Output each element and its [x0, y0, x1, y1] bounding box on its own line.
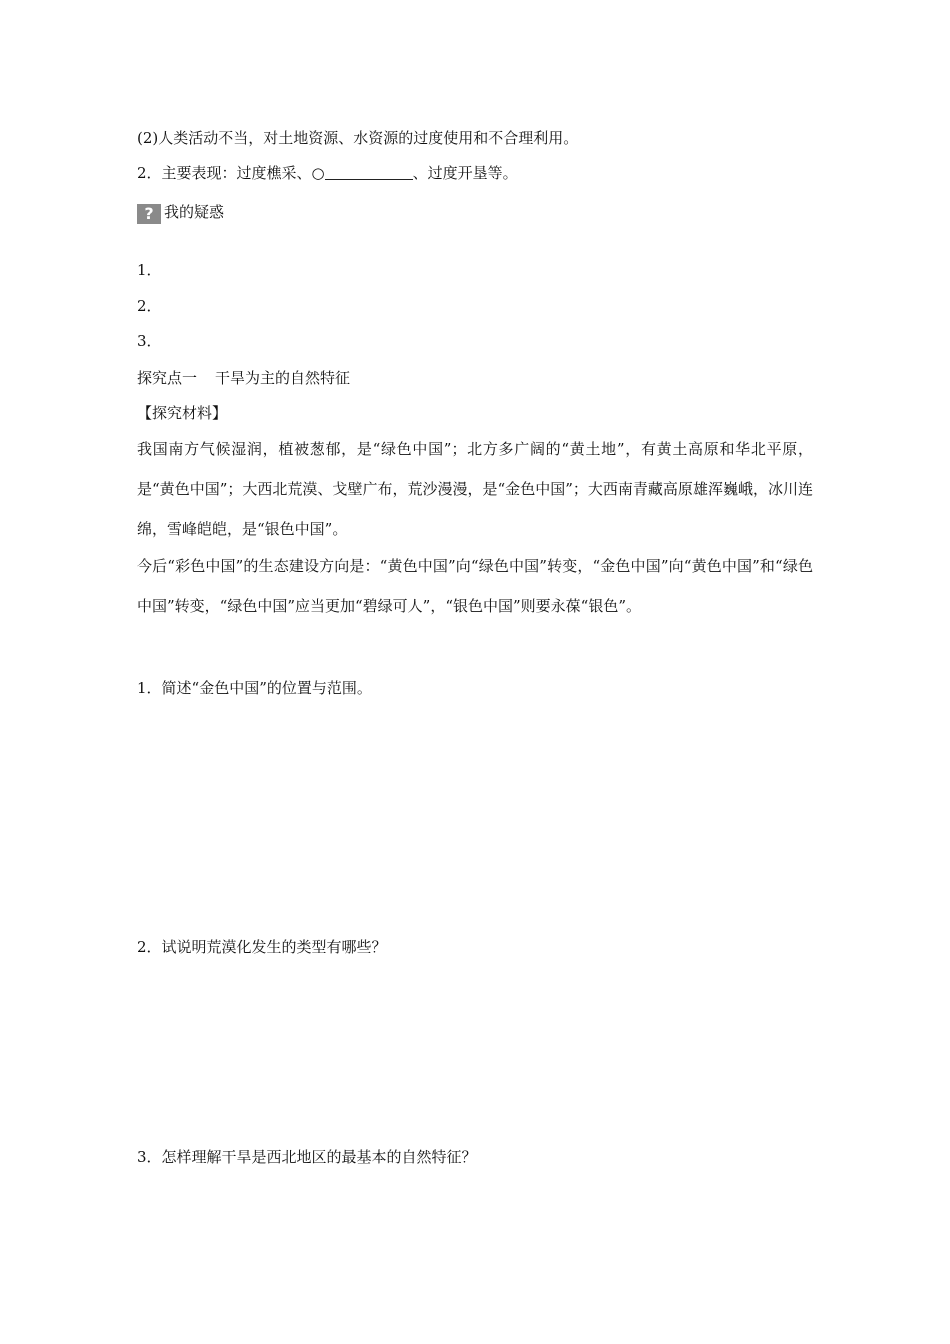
doubt-item-3: 3．	[137, 332, 162, 350]
question-3: 3．怎样理解干旱是西北地区的最基本的自然特征？	[137, 1148, 477, 1166]
material-header: 【探究材料】	[137, 404, 228, 422]
main-manifestations-line	[137, 163, 518, 183]
question-2: 2．试说明荒漠化发生的类型有哪些？	[137, 938, 387, 956]
material-paragraph-2: 今后“彩色中国”的生态建设方向是：“黄色中国”向“绿色中国”转变，“金色中国”向“黄色中国”和“绿色中国”转变，“绿色中国”应当更加“碧绿可人”，“银色中国”则要永葆“银色”。	[137, 557, 813, 615]
fill-blank[interactable]	[325, 165, 413, 180]
doubt-item-2: 2．	[137, 297, 162, 315]
doubt-item-1: 1．	[137, 261, 162, 279]
section-heading	[137, 368, 350, 388]
question-icon: ?	[137, 204, 161, 224]
material-paragraph-1: 我国南方气候湿润，植被葱郁，是“绿色中国”；北方多广阔的“黄土地”，有黄土高原和华北平原，是“黄色中国”；大西北荒漠、戈壁广布，荒沙漫漫，是“金色中国”；大西南青藏高原雄浑巍峨，冰川连绵，雪峰皑皑，是“银色中国”。	[137, 440, 813, 538]
question-1: 1．简述“金色中国”的位置与范围。	[137, 679, 372, 697]
cause-2-text: (2)人类活动不当，对土地资源、水资源的过度使用和不合理利用。	[137, 129, 579, 147]
manifest-prefix: 2．主要表现：过度樵采、○	[137, 164, 325, 182]
doubts-title: 我的疑惑	[164, 203, 225, 221]
section-label: 探究点一	[137, 369, 198, 387]
section-title: 干旱为主的自然特征	[215, 369, 351, 387]
doubts-heading	[137, 202, 224, 224]
manifest-suffix: 、过度开垦等。	[412, 164, 518, 182]
